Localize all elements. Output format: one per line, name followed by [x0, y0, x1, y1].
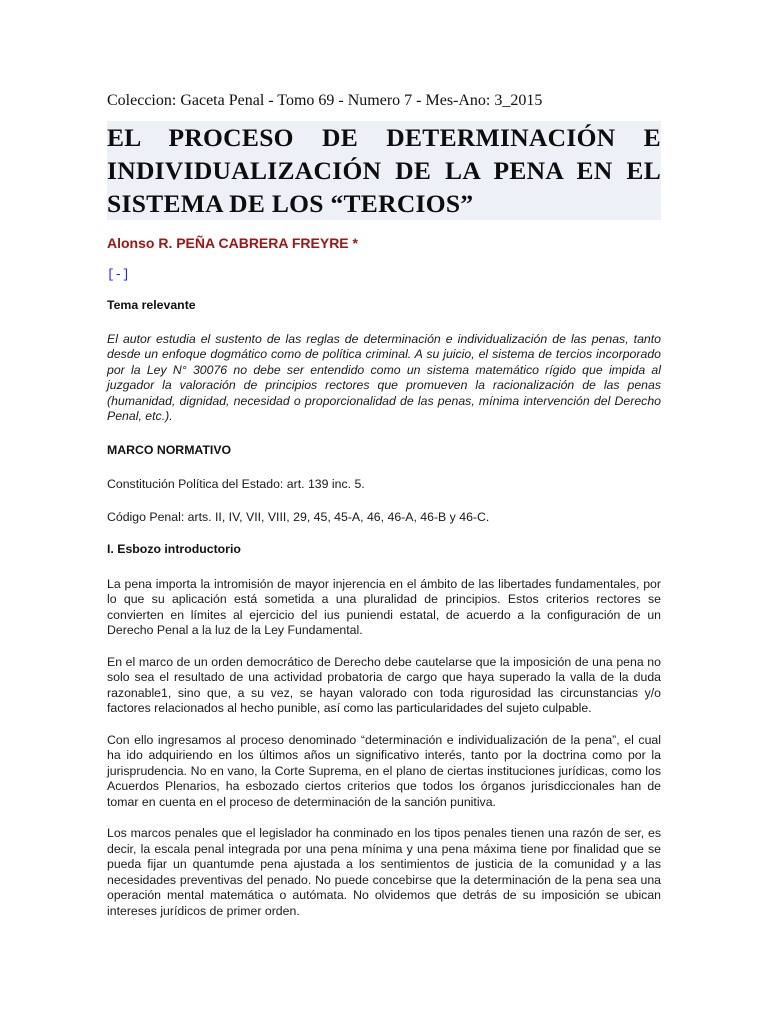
- document-page: [107, 90, 661, 919]
- title-line: SISTEMA DE LOS “TERCIOS”: [107, 189, 474, 218]
- marco-item: Constitución Política del Estado: art. 139 inc. 5.: [107, 477, 365, 491]
- section-heading: I. Esbozo introductorio: [107, 542, 241, 556]
- title-line: EL PROCESO DE DETERMINACIÓN E: [107, 123, 661, 152]
- document-title: [107, 121, 661, 220]
- abstract-paragraph: El autor estudia el sustento de las reglas de determinación e individualización de las penas, tanto desde un enfoque dogmático como de política criminal. A su juicio, el sistema de tercios incorporado por la Ley N° 30076 no debe ser entendido como un sistema matemático rígido que impida al juzgador la valoración de principios rectores que promueven la racionalización de las penas (humanidad, dignidad, necesidad o proporcionalidad de las penas, mínima intervención del Derecho Penal, etc.).: [107, 331, 661, 423]
- tema-relevante-heading: Tema relevante: [107, 298, 196, 312]
- title-line: INDIVIDUALIZACIÓN DE LA PENA EN EL: [107, 156, 661, 185]
- author-name: Alonso R. PEÑA CABRERA FREYRE *: [107, 235, 358, 251]
- marco-normativo-heading: MARCO NORMATIVO: [107, 442, 232, 457]
- body-paragraph: En el marco de un orden democrático de Derecho debe cautelarse que la imposición de una pena no solo sea el resultado de una actividad probatoria de cargo que haya superado la valla de la duda razonable1, sino que, a su vez, se hayan valorado con toda rigurosidad las circunstancias y/o factores relacionados al hecho punible, así como las particularidades del sujeto culpable.: [107, 654, 661, 715]
- title-block: [107, 121, 661, 220]
- marco-item: Código Penal: arts. II, IV, VII, VIII, 29, 45, 45-A, 46, 46-A, 46-B y 46-C.: [107, 509, 490, 524]
- collection-line: Coleccion: Gaceta Penal - Tomo 69 - Numero 7 - Mes-Ano: 3_2015: [107, 92, 543, 109]
- collapse-toggle-button[interactable]: [-]: [107, 268, 130, 282]
- body-paragraph: Los marcos penales que el legislador ha conminado en los tipos penales tienen una razón de ser, es decir, la escala penal integrada por una pena mínima y una pena máxima tiene por finalidad que se pueda fijar un quantumde pena ajustada a los sentimientos de justicia de la comunidad y a las necesidades preventivas del penado. No puede concebirse que la determinación de la pena sea una operación mental matemática o autómata. No olvidemos que detrás de su imposición se ubican intereses jurídicos de primer orden.: [107, 826, 661, 918]
- body-paragraph: La pena importa la intromisión de mayor injerencia en el ámbito de las libertades fundamentales, por lo que su aplicación está sometida a una pluralidad de principios. Estos criterios rectores se convierten en límites al ejercicio del ius puniendi estatal, de acuerdo a la configuración de un Derecho Penal a la luz de la Ley Fundamental.: [107, 576, 661, 637]
- body-paragraph: Con ello ingresamos al proceso denominado “determinación e individualización de la pena”, el cual ha ido adquiriendo en los últimos años un significativo interés, tanto por la doctrina como por la jurisprudencia. No en vano, la Corte Suprema, en el plano de ciertas instituciones jurídicas, como los Acuerdos Plenarios, ha esbozado ciertos criterios que todos los órganos jurisdiccionales han de tomar en cuenta en el proceso de determinación de la sanción punitiva.: [107, 732, 661, 809]
